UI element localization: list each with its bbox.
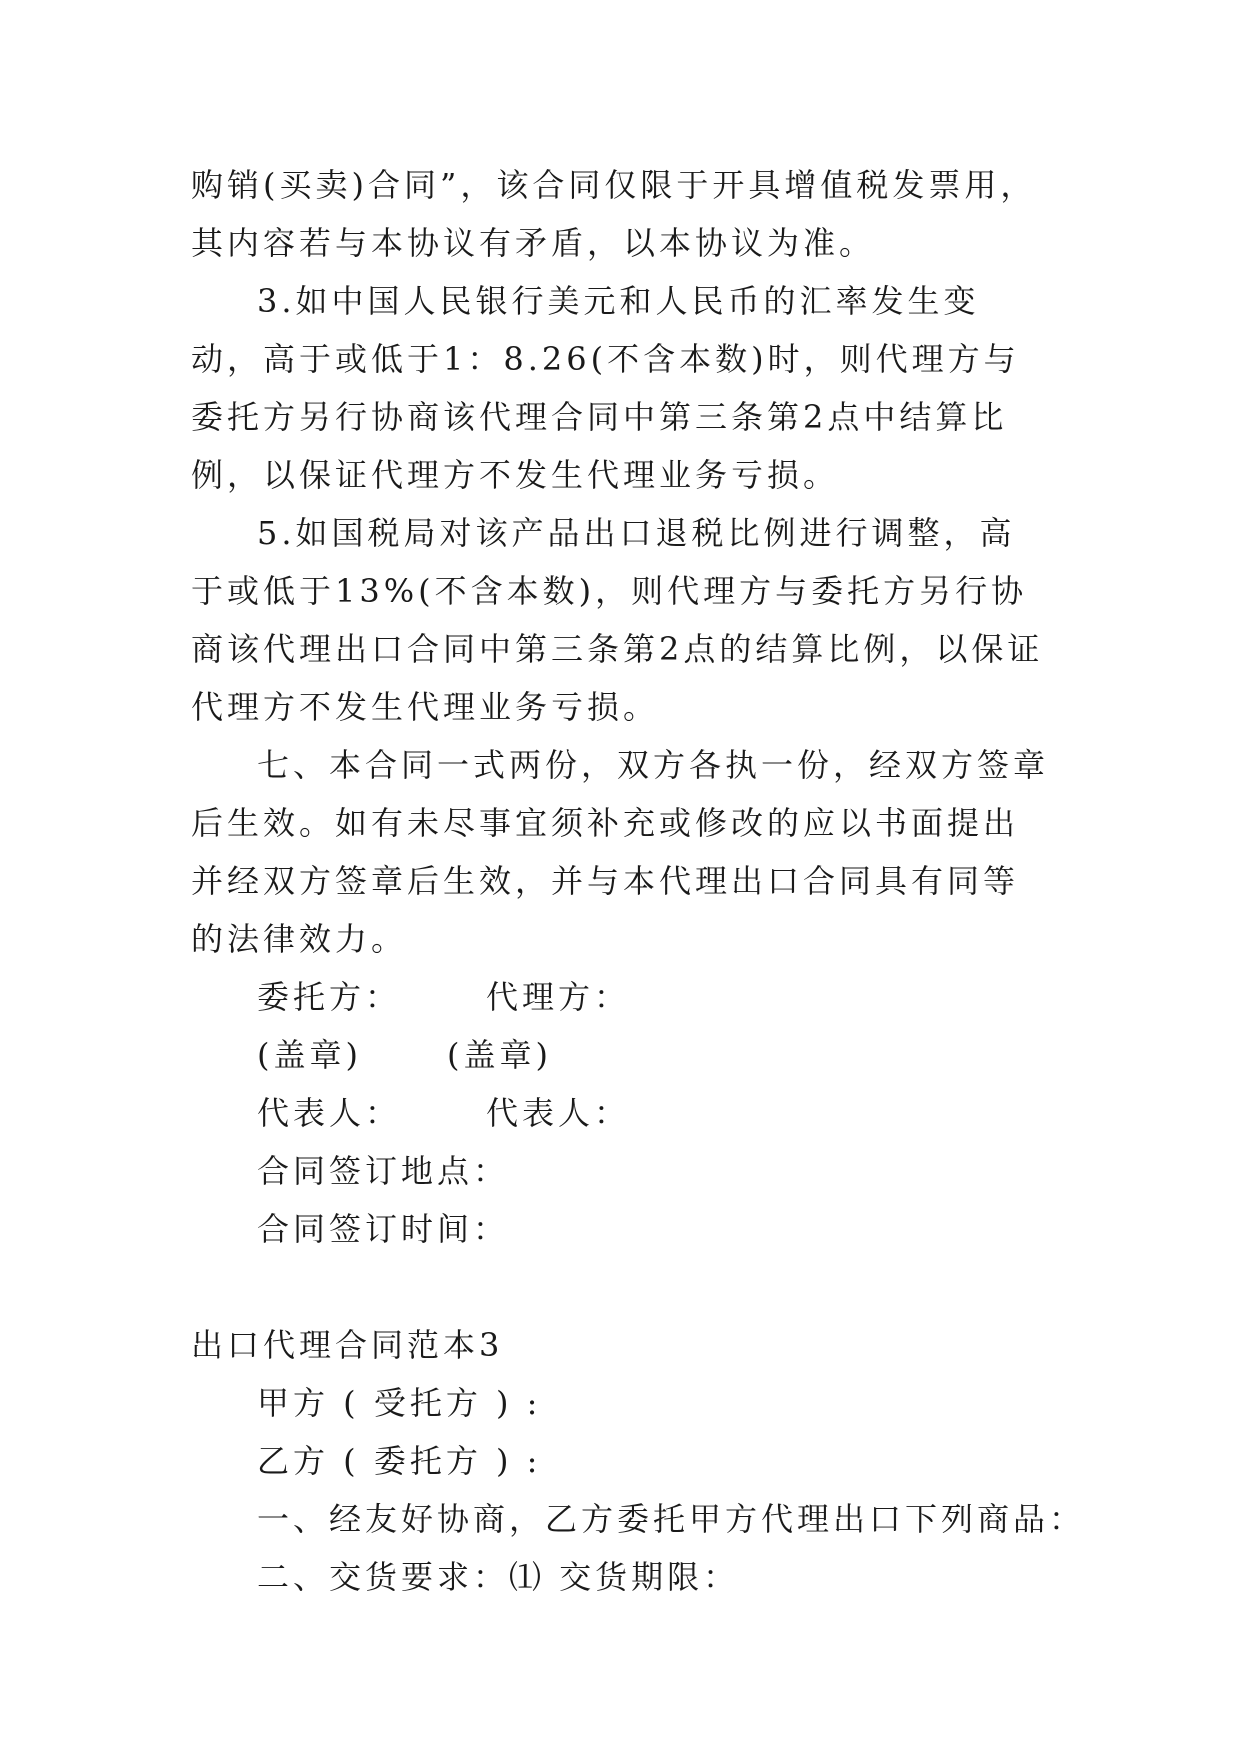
signing-place: 合同签订地点： bbox=[257, 1152, 510, 1190]
signature-parties: 委托方： 代理方： bbox=[257, 978, 631, 1016]
paragraph-contract-note: 购销(买卖)合同”，该合同仅限于开具增值税发票用，其内容若与本协议有矛盾，以本协议为准。 bbox=[191, 166, 1037, 262]
spacer bbox=[191, 1258, 1051, 1316]
paragraph-tax-refund: 5.如国税局对该产品出口退税比例进行调整，高于或低于13%(不含本数)，则代理方与委托方另行协商该代理出口合同中第三条第2点的结算比例，以保证代理方不发生代理业务亏损。 bbox=[191, 514, 1044, 726]
signature-representatives: 代表人： 代表人： bbox=[257, 1094, 631, 1132]
clause-two: 二、交货要求：⑴ 交货期限： bbox=[257, 1558, 740, 1596]
clause-one: 一、经友好协商，乙方委托甲方代理出口下列商品： bbox=[257, 1500, 1086, 1538]
paragraph-copies-validity: 七、本合同一式两份，双方各执一份，经双方签章后生效。如有未尽事宜须补充或修改的应以书面提出并经双方签章后生效，并与本代理出口合同具有同等的法律效力。 bbox=[191, 746, 1050, 958]
section-title: 出口代理合同范本3 bbox=[191, 1326, 504, 1364]
signing-time: 合同签订时间： bbox=[257, 1210, 510, 1248]
party-a: 甲方 ( 受托方 ) : bbox=[257, 1384, 542, 1422]
paragraph-exchange-rate: 3.如中国人民银行美元和人民币的汇率发生变动，高于或低于1：8.26(不含本数)时，则代理方与委托方另行协商该代理合同中第三条第2点中结算比例，以保证代理方不发生代理业务亏损。 bbox=[191, 282, 1020, 494]
party-b: 乙方 ( 委托方 ) : bbox=[257, 1442, 542, 1480]
document-body bbox=[191, 156, 1086, 1606]
signature-seal: (盖章) (盖章) bbox=[257, 1036, 552, 1074]
